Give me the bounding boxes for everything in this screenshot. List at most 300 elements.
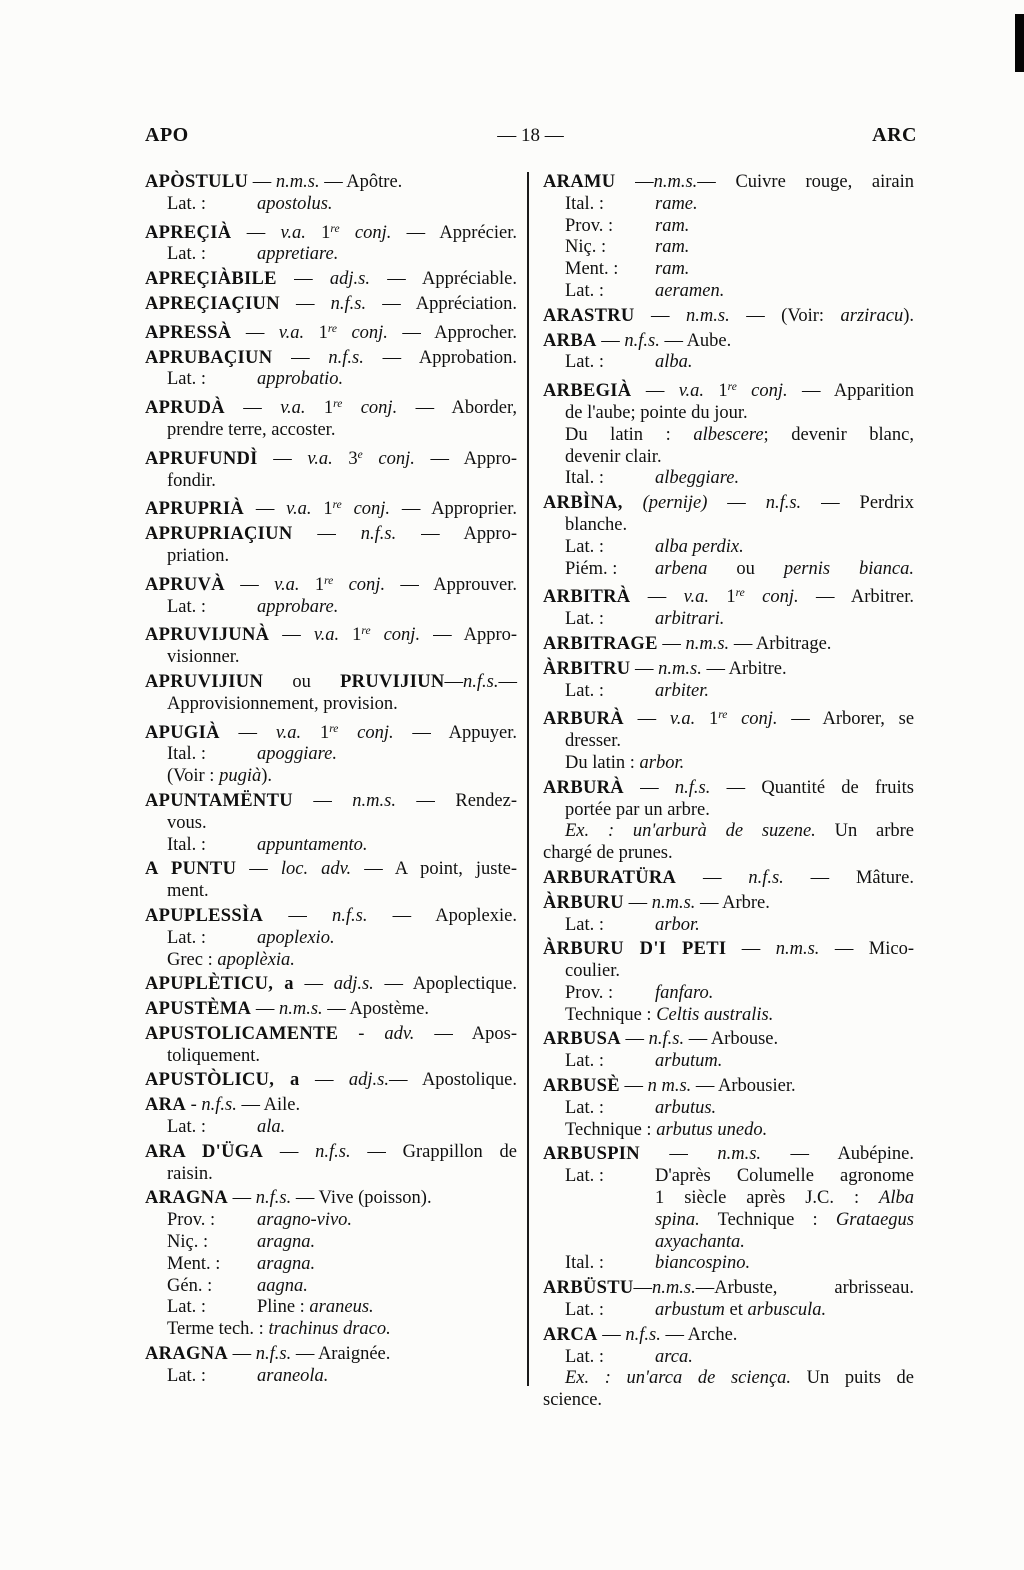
entry-text: conj. [338,722,394,743]
entry-text: loc. adv. [280,859,352,880]
entry-line [145,999,517,1021]
entry-line [543,331,914,353]
entry-line [145,1344,517,1366]
entry-text [623,493,643,513]
entry-text: n.f.s. [648,1029,685,1050]
entry-text: devenir clair. [565,446,662,467]
headword-text: ARBA [543,330,597,351]
dictionary-entry [543,868,914,890]
entry-line [145,369,517,391]
dictionary-entry [543,778,914,865]
entry-text: Du latin : [565,424,694,445]
headword-text: APRUVÀ [145,574,225,595]
entry-line [145,1142,517,1164]
dictionary-entry [145,445,517,493]
language-label: Lat. : [565,1300,605,1321]
entry-text: arbutum. [655,1051,723,1072]
entry-text: n.m.s. [775,939,820,960]
entry-line [145,348,517,370]
headword-text: APREÇIÀ [145,222,232,243]
language-label: Lat. : [565,1166,605,1187]
entry-text: — [219,722,276,743]
entry-line [543,1347,914,1369]
language-label: Ment. : [565,259,619,280]
entry-text: — Quantité de fruits [710,777,914,798]
headword-text: APUGIÀ [145,722,220,743]
entry-text: — [248,172,276,192]
entry-text: araneola. [257,1365,329,1386]
entry-text: arbutus. [655,1097,717,1118]
header-guide-word-left: APO [145,124,189,146]
entry-text: rame. [655,193,698,214]
headword-text: ARCA [543,1324,598,1345]
column-left [145,172,517,1388]
headword-text: APREÇIÀBILE [145,269,277,290]
entry-text: arbiter. [655,680,709,701]
dictionary-entry [543,659,914,703]
dictionary-entry [145,495,517,521]
entry-text: — [596,330,625,351]
headword-text: PRUVIJIUN [340,671,445,692]
dictionary-entry [145,791,517,856]
entry-text: — [623,892,652,913]
language-label: Niç. : [167,1232,209,1253]
entry-line [543,583,914,609]
entry-text: conj. [337,322,388,343]
entry-text: arca. [655,1346,693,1367]
headword-text: ARBUSA [543,1029,621,1050]
entry-text: re [332,499,342,512]
headword-text: ÀRBITRU [543,658,631,679]
header-guide-word-right: ARC [872,124,917,146]
entry-line [543,778,914,800]
dictionary-entry [543,1278,914,1322]
entry-line [543,1120,914,1142]
headword-text: APUSTOLICAMENTE [145,1023,339,1044]
entry-line [145,694,517,716]
entry-text: adv. [384,1023,415,1044]
entry-text: apoplèxia. [217,949,295,970]
entry-text: — [272,347,329,368]
headword-text: APRUPRIÀ [145,499,245,520]
dictionary-entry [145,859,517,903]
entry-line [145,1276,517,1298]
entry-text: chargé de prunes. [543,843,673,864]
entry-text: — [615,172,654,192]
entry-text: pugià [219,766,262,787]
entry-text: aragna. [257,1253,316,1274]
entry-text: e [357,448,363,461]
entry-text: Ex. : un'arca de sciença. [565,1368,792,1389]
language-label: Prov. : [565,982,614,1003]
entry-text: n.f.s. [674,777,711,798]
entry-text: ala. [257,1117,286,1138]
entry-text: n.m.s. [686,305,730,326]
entry-line [543,915,914,937]
entry-text: n m.s. [647,1076,692,1097]
entry-text: — [231,322,279,343]
entry-text: n.m.s. [658,658,702,679]
entry-text: fondir. [167,470,216,491]
dictionary-entry [543,705,914,774]
entry-text: v.a. [307,448,333,469]
headword-text: APUPLESSÌA [145,905,264,926]
entry-text: — Approcher. [387,322,517,343]
entry-text: n.f.s. [255,1188,292,1209]
entry-line [145,928,517,950]
entry-line [145,319,517,345]
entry-text: v.a. [274,574,300,595]
entry-line [145,269,517,291]
dictionary-entry [543,493,914,580]
entry-text: approbare. [257,596,339,617]
entry-line [145,1070,517,1092]
entry-text: approbatio. [257,369,344,390]
entry-text: — [444,671,464,692]
entry-line [543,493,914,515]
entry-text: v.a. [669,709,696,730]
entry-line [543,821,914,843]
entry-line [145,791,517,813]
dictionary-entry [543,1076,914,1141]
entry-text: — Apostolique. [389,1070,518,1091]
headword-text: ÀRBURU D'I PETI [543,939,727,960]
entry-text: ). [903,305,915,326]
entry-text: — [269,625,314,646]
entry-line [543,237,914,259]
entry-text: et [724,1300,748,1321]
entry-text: v.a. [286,499,312,520]
entry-text: — Aube. [659,330,732,351]
language-label: Lat. : [167,244,207,265]
entry-text: 1 [305,398,334,419]
language-label: Lat. : [167,193,207,214]
dictionary-entry [145,906,517,971]
entry-line [543,1325,914,1347]
entry-text: conj. [370,625,421,646]
entry-text: arziracu [840,305,904,326]
entry-line [145,906,517,928]
entry-line [543,216,914,238]
headword-text: ARBURÀ [543,777,624,798]
entry-line [543,1188,914,1210]
entry-text: — Aubépine. [761,1144,914,1165]
entry-text: — [634,305,687,326]
entry-line [543,1076,914,1098]
entry-text: — [231,222,281,243]
entry-text: biancospino. [655,1253,751,1274]
entry-text: adj.s. [348,1070,390,1091]
entry-text: 1 [695,709,719,730]
entry-text: — Arbre. [695,892,770,913]
headword-text: ARASTRU [543,305,635,326]
entry-line [543,172,914,194]
entry-line [543,537,914,559]
language-label: Lat. : [565,680,605,701]
headword-text: ARBITRÀ [543,587,631,608]
headword-text: APRUDÀ [145,398,225,419]
entry-text: — Apôtre. [319,172,403,192]
entry-text: apostolus. [257,193,333,214]
entry-text: 1 [311,499,333,520]
entry-line [145,1188,517,1210]
dictionary-entry [543,331,914,375]
dictionary-entry [145,1142,517,1186]
entry-line [543,515,914,537]
headword-text: ARAGNA [145,1188,228,1209]
entry-text: priation. [167,545,230,566]
language-label: Lat. : [565,280,605,301]
dictionary-entry [145,294,517,316]
entry-text: 1 [709,587,736,608]
entry-text: — [236,859,281,880]
dictionary-entry [145,571,517,619]
entry-text: visionner. [167,647,240,668]
entry-text: raisin. [167,1163,213,1184]
entry-text: — [676,867,749,888]
entry-text: — [257,448,308,469]
dictionary-entry [145,672,517,716]
entry-text: — Grappillon de [350,1141,517,1162]
entry-text: toliquement. [167,1045,260,1066]
entry-line [543,681,914,703]
entry-text: conj. [333,574,386,595]
entry-text: —Arbuste, arbrisseau. [695,1278,914,1299]
entry-text: n.m.s. [717,1144,762,1165]
entry-line [145,621,517,647]
entry-text: 1 [299,574,325,595]
entry-text: aragno-vivo. [257,1210,353,1231]
entry-text: — [631,381,679,402]
entry-text: arbutus unedo. [656,1119,768,1140]
entry-text: coulier. [565,961,620,982]
language-label: Ment. : [167,1253,221,1274]
entry-line [145,1046,517,1068]
language-label: Lat. : [565,352,605,373]
entry-line [543,961,914,983]
headword-text: ARBURÀ [543,709,624,730]
entry-line [145,1210,517,1232]
entry-text: appuntamento. [257,834,368,855]
entry-text: — [263,1141,316,1162]
language-label: Lat. : [565,1097,605,1118]
entry-line [145,813,517,835]
entry-text: n.m.s. [653,172,698,192]
entry-text: ou [263,671,341,692]
entry-text: — [657,633,686,654]
entry-text: n.m.s. [352,790,396,811]
entry-text: — [263,905,332,926]
entry-text: — Arbitrer. [798,587,915,608]
entry-text: n.f.s. [332,905,368,926]
entry-text: n.f.s. [625,1324,661,1345]
entry-text: conj. [342,398,398,419]
language-label: Piém. : [565,558,618,579]
entry-line [543,753,914,775]
headword-text: APRUBAÇIUN [145,347,273,368]
entry-line [145,546,517,568]
entry-text: — Rendez- [395,790,518,811]
entry-line [145,1366,517,1388]
entry-line [145,1164,517,1186]
entry-text: Technique : [565,1004,657,1025]
entry-text: science. [543,1390,603,1411]
column-divider-rule [527,172,529,1386]
entry-text: adj.s. [333,974,374,995]
entry-text: 1 [339,625,362,646]
entry-text: aragna. [257,1232,316,1253]
headword-text: APUPLÈTICU, a [145,974,294,995]
entry-text: — (Voir: [729,305,841,326]
entry-text: — [630,587,684,608]
entry-text: n.f.s. [463,671,499,692]
entry-text: — [619,1076,648,1097]
entry-text: 3 [332,448,358,469]
entry-text: — Mâture. [783,867,914,888]
entry-text: — Appréciation. [366,293,517,314]
entry-text: re [324,574,334,587]
entry-text: Approvisionnement, provision. [167,693,398,714]
entry-line [145,1117,517,1139]
entry-line [145,647,517,669]
dictionary-entry [145,394,517,442]
entry-text: — [639,1144,718,1165]
headword-text: APÒSTULU [145,172,249,192]
entry-text: ou [707,558,784,579]
headword-text: ARBUSPIN [543,1144,640,1165]
entry-line [145,1095,517,1117]
entry-text: v.a. [678,381,705,402]
entry-text: — Apoplectique. [373,974,517,995]
entry-text: — [228,1188,256,1209]
entry-line [145,950,517,972]
entry-text: apoggiare. [257,744,337,765]
dictionary-entry [145,1024,517,1068]
entry-line [543,352,914,374]
entry-text: v.a. [313,625,340,646]
entry-text: pernis bianca. [783,558,915,579]
dictionary-entry [145,172,517,216]
entry-text: n.f.s. [201,1095,237,1116]
entry-text: re [735,587,745,600]
entry-line [543,1232,914,1254]
entry-text: — [633,1278,653,1299]
entry-text: n.m.s. [278,999,323,1020]
headword-text: APRUPRIAÇIUN [145,524,293,545]
entry-text: blanche. [565,514,628,535]
entry-text: ram. [655,237,690,258]
entry-text: Grataegus [835,1209,914,1230]
headword-text: ARBITRAGE [543,633,658,654]
entry-text: Grec : [167,949,218,970]
entry-line [543,1144,914,1166]
language-label: Ital. : [565,468,605,489]
entry-text: conj. [339,222,392,243]
entry-text: — [597,1324,626,1345]
entry-line [543,281,914,303]
entry-text: — [228,1344,256,1365]
entry-text: — Arche. [660,1324,738,1345]
entry-text: re [329,722,339,735]
entry-text: — Appro- [396,524,517,545]
entry-line [543,634,914,656]
entry-text: — Arbousier. [691,1076,796,1097]
entry-line [543,306,914,328]
entry-text: ment. [167,881,209,902]
entry-text: — Vive (poisson). [291,1188,432,1209]
entry-text: conj. [727,709,778,730]
entry-text: — [279,293,331,314]
entry-text: — [707,493,766,514]
dictionary-entry [543,172,914,303]
entry-line [543,1368,914,1390]
entry-line [145,1254,517,1276]
entry-text: n.m.s. [275,172,320,192]
entry-text: re [333,398,343,411]
entry-text: v.a. [280,398,306,419]
entry-text: v.a. [683,587,709,608]
entry-text: ; devenir blanc, [763,424,914,445]
headword-text: ARAGNA [145,1344,228,1365]
entry-text: — Appréciable. [369,269,517,290]
entry-text: — [620,1029,649,1050]
entry-text: araneus. [309,1297,374,1318]
entry-text: alba perdix. [655,536,744,557]
language-label: Ital. : [167,744,207,765]
entry-text: Ex. : un'arburà de suzene. [565,821,816,842]
entry-text: — Aile. [236,1095,301,1116]
entry-line [145,219,517,245]
entry-text: spina. [655,1209,700,1230]
dictionary-entry [145,1344,517,1388]
entry-text: n.f.s. [330,293,367,314]
dictionary-entry [145,621,517,669]
language-label: Ital. : [565,1253,605,1274]
language-label: Gén. : [167,1275,213,1296]
entry-text: — Aborder, [397,398,517,419]
headword-text: A PUNTU [145,859,237,880]
entry-text: — Apos- [414,1023,517,1044]
entry-line [145,859,517,881]
entry-text: n.f.s. [624,330,660,351]
entry-text: v.a. [280,222,306,243]
headword-text: ARAMU [543,172,616,192]
entry-text: n.f.s. [255,1344,292,1365]
entry-text: de l'aube; pointe du jour. [565,402,748,423]
entry-text: — [498,671,517,692]
entry-text: — Appuyer. [393,722,518,743]
entry-line [543,659,914,681]
entry-line [145,172,517,194]
headword-text: APUNTAMËNTU [145,790,293,811]
dictionary-entry [145,348,517,392]
entry-text: ram. [655,215,690,236]
dictionary-entry [543,939,914,1026]
language-label: Lat. : [565,1051,605,1072]
entry-line [543,194,914,216]
dictionary-entry [543,306,914,328]
headword-text: ÀRBURU [543,892,624,913]
language-label: Prov. : [565,215,614,236]
entry-line [543,893,914,915]
entry-text: alba. [655,352,693,373]
entry-line [543,559,914,581]
entry-text: n.f.s. [328,347,364,368]
entry-text: arbena [655,558,708,579]
dictionary-entry [145,219,517,267]
entry-text: ram. [655,259,690,280]
entry-text: trachinus draco. [268,1319,391,1340]
